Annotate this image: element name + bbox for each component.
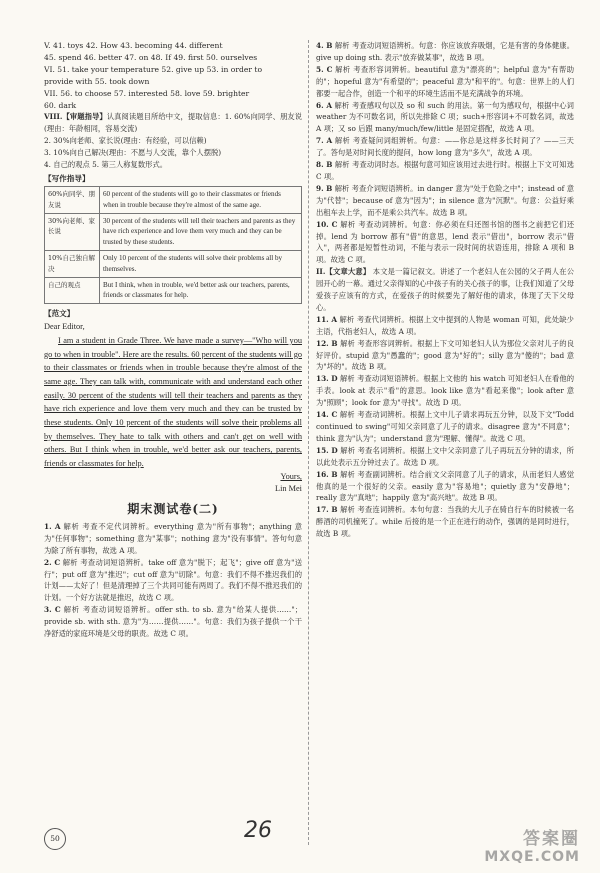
- table-label: 60%向同学、朋友说: [45, 186, 100, 213]
- answer-text: 解析 考查动词辨析。根据上文中儿子请求再玩五分钟，以及下文"Todd continued to swing"可知父亲同意了儿子的请求。disagree 意为"不同意"；think 意为"认为"；understand 意为"理解、懂得"。故选 C 项。: [316, 410, 575, 443]
- answer-line: 45. spend 46. better 47. on 48. If 49. first 50. ourselves: [44, 52, 258, 62]
- answer-number: 12. B: [316, 338, 338, 348]
- answer-text: 解析 考查副词辨析。结合前文父亲同意了儿子的请求，从而老妇人感觉他真的是一个很好的父亲。easily 意为"容易地"；quietly 意为"安静地"；really 意为"真地"；happily 意为"高兴地"。故选 B 项。: [316, 469, 574, 503]
- answer-item: [316, 469, 574, 505]
- answer-line: VII. 56. to choose 57. interested 58. love 59. brighter: [44, 88, 250, 98]
- table-row: [45, 250, 302, 277]
- table-text: 30 percent of the students will tell their teachers and parents as they have rich experience and love them very much and they can be trusted by these students.: [100, 213, 302, 250]
- answer-text: 解析 考查形容词辨析。beautiful 意为"漂亮的"；helpful 意为"有帮助的"；hopeful 意为"有希望的"；peaceful 意为"和平的"。句意：世界上的人们都要一起合作，创造一个和平的环境生活而不是充满战争的环境。: [316, 64, 574, 98]
- answer-number: 17. B: [316, 505, 338, 515]
- table-row: [45, 213, 302, 250]
- answer-item: [44, 557, 302, 605]
- answer-number: 8. B: [316, 160, 333, 170]
- answer-number: 7. A: [316, 136, 333, 146]
- answer-text: 解析 考查代词辨析。根据上文中提到的人物是 woman 可知，此处缺少主语，代指老妇人，故选 A 项。: [316, 314, 574, 336]
- answer-number: II.【文章大意】: [316, 267, 371, 277]
- answer-text: 解析 考查动词时态。根据句意可知应该用过去进行时。根据上下文可知选 C 项。: [316, 160, 575, 181]
- answer-item: [316, 504, 574, 540]
- table-row: [45, 186, 302, 213]
- answer-item: [316, 135, 574, 159]
- table-row: [45, 277, 302, 304]
- answer-item: [316, 183, 574, 219]
- answer-item: [316, 266, 574, 314]
- answer-text: 解析 考查形容词辨析。根据上下文可知老妇人认为那位父亲对儿子的良好评价。stupid 意为"愚蠢的"；good 意为"好的"；silly 意为"傻的"；bad 意为"坏的"。故选 B 项。: [316, 338, 574, 372]
- answer-item: [44, 521, 302, 557]
- answer-number: 2. C: [44, 557, 61, 567]
- signature: Lin Mei: [275, 483, 302, 493]
- answer-text: 解析 考查名词辨析。根据上文中父亲同意了儿子再玩五分钟的请求，所以此处表示五分钟过去了。故选 D 项。: [316, 445, 574, 467]
- test-title: 期末测试卷(二): [127, 501, 219, 516]
- answer-number: 5. C: [316, 64, 333, 74]
- answer-text: 解析 考查动词短语辨析。offer sth. to sb. 意为"给某人提供……"；provide sb. with sth. 意为"为……提供……"。句意：我们为孩子提供一个干净舒适的家庭环境是父母的职责。故选 C 项。: [44, 605, 303, 639]
- answer-number: 16. B: [316, 469, 338, 479]
- guide-text: 认真阅读题目所给中文，提取信息：1. 60%向同学、朋友说(理由：年龄相同，容易交流): [44, 112, 302, 134]
- answer-text: 解析 考查动词短语辨析。take off 意为"脱下；起飞"；give off 意为"送行"；put off 意为"推迟"；cut off 意为"切除"。句意：我们不得不推迟我们的计划——太好了！但是清理掉了三个共同可能有两周了。我们不得不推迟我们的计划。一个好方法就是推迟，故选 C 项。: [44, 557, 302, 603]
- left-column: [44, 40, 302, 640]
- table-label: 10%自己独自解决: [45, 250, 100, 277]
- writing-guide-title: 【写作指导】: [44, 173, 90, 183]
- guide-item: 4. 自己的观点 5. 第三人称复数形式。: [44, 160, 168, 170]
- answer-text: 解析 考查动词辨析。句意：你必须在归还图书馆的图书之前把它们还掉。lend 为 borrow 都有"借"的意思，lend 表示"借出"，borrow 表示"借入"，两者都是短暂性动词，不能与表示一段时间的状语连用，排除 A 项和 B 项。故选 C 项。: [316, 219, 574, 265]
- table-text: Only 10 percent of the students will solve their problems all by themselves.: [100, 250, 302, 277]
- answer-number: 11. A: [316, 314, 338, 324]
- answer-text: 解析 考查连词辨析。本句句意：当我的大儿子在骑自行车的时候被一名醉酒的司机撞死了。while 后接的是一个正在进行的动作，强调的是同时进行，故选 B 项。: [316, 505, 574, 539]
- answer-number: 3. C: [44, 605, 61, 615]
- watermark-text: 答案圈: [523, 829, 580, 849]
- answer-line: V. 41. toys 42. How 43. becoming 44. different: [44, 41, 223, 50]
- guide-item: 2. 30%向老师、家长说(理由：有经验，可以信赖): [44, 136, 207, 146]
- answer-item: [316, 445, 574, 469]
- closing: Yours,: [280, 471, 302, 481]
- answer-number: 9. B: [316, 183, 333, 193]
- answer-number: 15. D: [316, 445, 338, 455]
- column-divider: [308, 40, 309, 845]
- answer-text: 解析 考查疑问词组辨析。句意：——你总是这样多长时间了？——三天了。答句是对时间长度的提问，how long 意为"多久"，故选 A 项。: [316, 136, 574, 158]
- handwritten-number: 26: [244, 818, 272, 843]
- answer-item: [316, 409, 574, 445]
- answer-item: [316, 159, 574, 183]
- answer-item: [316, 100, 574, 136]
- essay-body: I am a student in Grade Three. We have made a survey—"Who will you go to when in trouble". Here are the results. 60 percent of the students will go to their classmates or friends when in trouble because they're almost of the same age. They can talk with, communicate with and understand each other easily. 30 percent of the students will tell their teachers and parents as they have rich experience and love them very much and they can be trusted by these students. Only 10 percent of the students will solve their problems all by themselves. They hate to talk with others and can't get on well with others. But I think when in trouble, we'd better ask our teachers, parents, friends or classmates for help.: [44, 335, 302, 469]
- watermark-logo: [484, 824, 580, 865]
- right-column: [316, 40, 574, 540]
- watermark-url: MXQE.COM: [484, 849, 580, 865]
- guide-title: VIII.【审题指导】: [44, 112, 107, 122]
- answer-line: VI. 51. take your temperature 52. give up 53. in order to: [44, 64, 263, 74]
- answer-number: 10. C: [316, 219, 338, 229]
- answer-text: 解析 考查动词短语辨析。根据上文他的 his watch 可知老妇人在看他的手表。look at 表示"看"的意思。look like 意为"看起来像"；look after 意为"照顾"；look for 意为"寻找"。故选 D 项。: [316, 374, 574, 408]
- answer-number: 14. C: [316, 410, 338, 420]
- page-number: 50: [44, 828, 66, 850]
- answer-item: [316, 338, 574, 374]
- answer-text: 解析 考查不定代词辨析。everything 意为"所有事物"；anything 意为"任何事物"；something 意为"某事"；nothing 意为"没有事情"。答句句意为除了所有事物，故选 A 项。: [44, 521, 303, 555]
- table-label: 30%向老师、家长说: [45, 213, 100, 250]
- table-text: 60 percent of the students will go to their classmates or friends when in trouble because they're almost of the same age.: [100, 186, 302, 213]
- guide-item: 3. 10%向自己解决(理由：不愿与人交流，靠个人摆脱): [44, 148, 222, 158]
- answer-item: [44, 604, 302, 640]
- answer-number: 1. A: [44, 521, 61, 531]
- answer-text: 本文是一篇记叙文。讲述了一个老妇人在公园的父子两人在公园开心的一幕。通过父亲得知的心中孩子有的关心孩子的事，让我们知道了父母爱孩子应该有的方式，在爱孩子的时候要先了解好他的请求，体现了天下父母心。: [316, 267, 574, 312]
- table-label: 自己的观点: [45, 277, 100, 304]
- answer-item: [316, 219, 574, 267]
- writing-table: [44, 186, 302, 304]
- salutation: Dear Editor,: [44, 322, 85, 332]
- answer-number: 4. B: [316, 41, 333, 50]
- answer-item: [316, 40, 574, 64]
- answer-item: [316, 373, 574, 409]
- answer-line: 60. dark: [44, 100, 77, 110]
- answer-number: 6. A: [316, 100, 332, 110]
- answer-item: [316, 64, 574, 100]
- answer-text: 解析 考查介词短语辨析。in danger 意为"处于危险之中"；instead of 意为"代替"；because of 意为"因为"；in silence 意为"沉默"。句意：公益好乘出租车去上学，而不是乘公共汽车。故选 B 项。: [316, 183, 574, 217]
- table-text: But I think, when in trouble, we'd better ask our teachers, parents, friends or classmates for help.: [100, 277, 302, 304]
- answer-text: 解析 考查动词短语辨析。句意：你应该放弃吸烟，它是有害的身体健康。give up doing sth. 表示"放弃做某事"，故选 B 项。: [316, 41, 575, 62]
- sample-essay-title: 【范文】: [44, 309, 75, 319]
- answer-number: 13. D: [316, 374, 338, 384]
- answer-item: [316, 314, 574, 338]
- answer-line: provide with 55. took down: [44, 76, 150, 86]
- answer-text: 解析 考查感叹句以及 so 和 such 的用法。第一句为感叹句，根据中心词 weather 为不可数名词，所以先排除 C 项；such+形容词+不可数名词，故选 A 项；又 so 后跟 many/much/few/little 是固定搭配，故选 A 项。: [316, 100, 574, 134]
- guide-paragraph: [44, 111, 302, 135]
